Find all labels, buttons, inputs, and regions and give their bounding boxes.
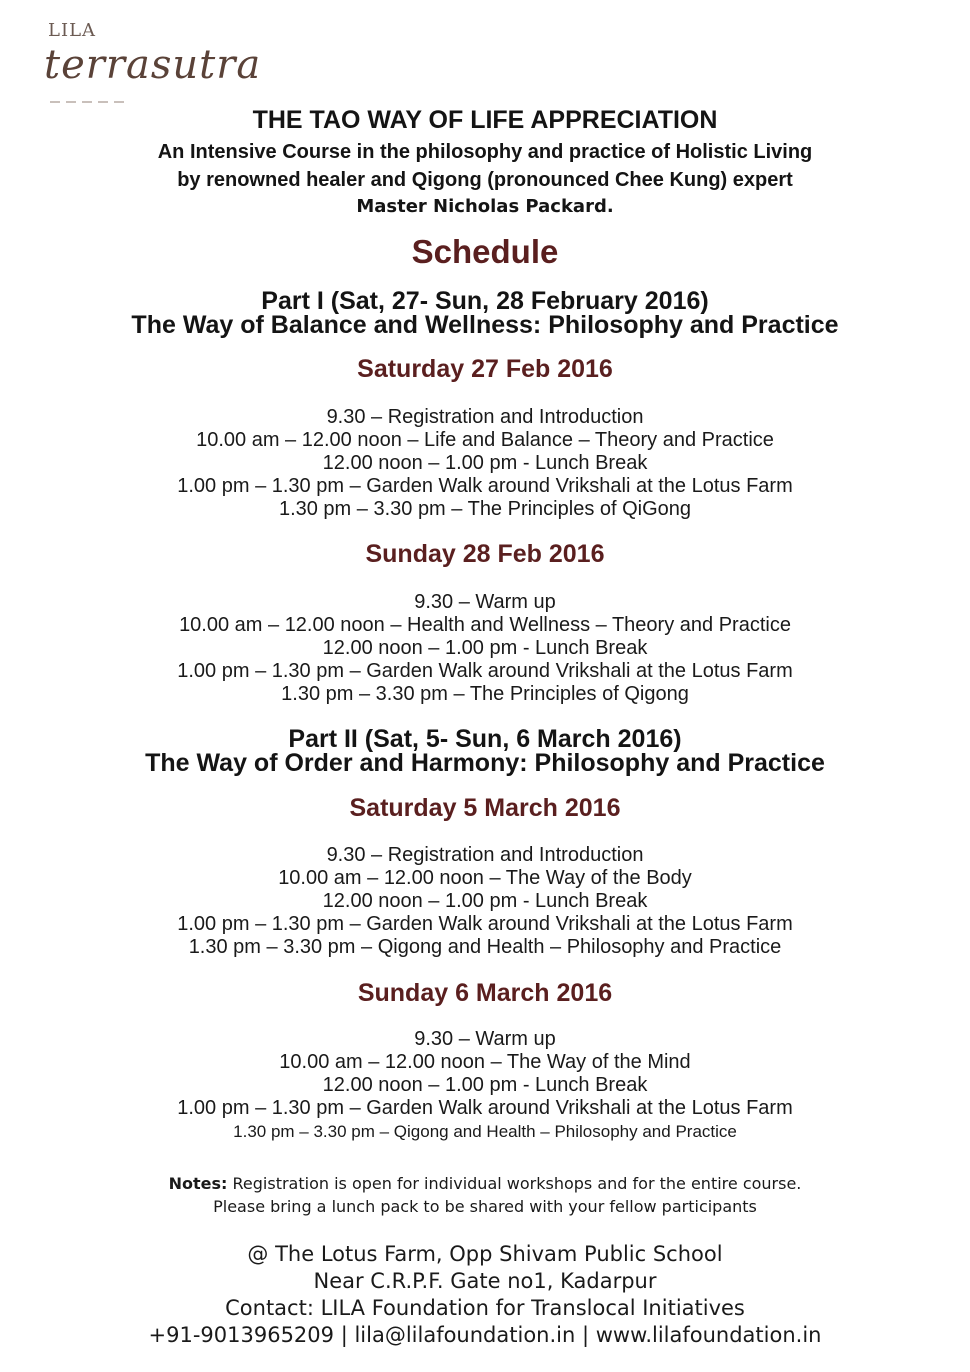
- day-heading-sun-28: Sunday 28 Feb 2016: [365, 540, 605, 568]
- schedule-list-sun-6: [0, 1028, 970, 1143]
- course-subtitle-line1: An Intensive Course in the philosophy and practice of Holistic Living: [157, 141, 813, 163]
- schedule-item: 10.00 am – 12.00 noon – Life and Balance – Theory and Practice: [196, 429, 774, 451]
- schedule-item: 1.30 pm – 3.30 pm – Qigong and Health – Philosophy and Practice: [233, 1122, 737, 1141]
- logo-terrasutra-text: terrasutra: [44, 42, 262, 88]
- notes-block: [0, 1172, 970, 1218]
- schedule-item: 12.00 noon – 1.00 pm - Lunch Break: [322, 637, 648, 659]
- day-heading-sat-5: Saturday 5 March 2016: [349, 794, 621, 822]
- schedule-item: 12.00 noon – 1.00 pm - Lunch Break: [322, 1074, 648, 1096]
- schedule-item: 1.00 pm – 1.30 pm – Garden Walk around Vrikshali at the Lotus Farm: [177, 475, 793, 497]
- schedule-item: 1.00 pm – 1.30 pm – Garden Walk around Vrikshali at the Lotus Farm: [177, 1097, 793, 1119]
- schedule-item: 1.00 pm – 1.30 pm – Garden Walk around Vrikshali at the Lotus Farm: [177, 913, 793, 935]
- schedule-list-sat-5: [0, 844, 970, 959]
- footer-contact-details: +91-9013965209 | lila@lilafoundation.in | www.lilafoundation.in: [148, 1323, 822, 1347]
- master-name: Master Nicholas Packard.: [356, 196, 614, 217]
- footer-contact-org: Contact: LILA Foundation for Translocal Initiatives: [225, 1296, 745, 1320]
- notes-line1: [0, 1172, 970, 1195]
- day-heading-sun-6: Sunday 6 March 2016: [357, 979, 613, 1007]
- footer-contact: [0, 1241, 970, 1349]
- part1-subheading: The Way of Balance and Wellness: Philosophy and Practice: [131, 311, 839, 339]
- course-title: THE TAO WAY OF LIFE APPRECIATION: [252, 106, 718, 134]
- schedule-item: 1.30 pm – 3.30 pm – Qigong and Health – Philosophy and Practice: [188, 936, 782, 958]
- schedule-list-sat-27: [0, 406, 970, 521]
- course-subtitle-line2: by renowned healer and Qigong (pronounced Chee Kung) expert: [177, 169, 793, 191]
- schedule-item: 1.30 pm – 3.30 pm – The Principles of Qigong: [281, 683, 689, 705]
- notes-label: Notes:: [168, 1174, 228, 1193]
- schedule-item: 9.30 – Warm up: [414, 1028, 556, 1050]
- schedule-item: 12.00 noon – 1.00 pm - Lunch Break: [322, 890, 648, 912]
- logo-lila-text: LILA: [48, 20, 97, 41]
- notes-text-2: Please bring a lunch pack to be shared with your fellow participants: [213, 1197, 757, 1216]
- schedule-item: 9.30 – Warm up: [414, 591, 556, 613]
- schedule-heading: Schedule: [411, 233, 559, 270]
- logo-tagline-mark: [50, 90, 180, 96]
- schedule-item: 10.00 am – 12.00 noon – The Way of the Body: [278, 867, 692, 889]
- schedule-item: 9.30 – Registration and Introduction: [326, 844, 644, 866]
- schedule-item: 10.00 am – 12.00 noon – Health and Wellness – Theory and Practice: [179, 614, 791, 636]
- day-heading-sat-27: Saturday 27 Feb 2016: [357, 355, 613, 383]
- part1-heading: Part I (Sat, 27- Sun, 28 February 2016): [261, 287, 709, 315]
- schedule-item: 10.00 am – 12.00 noon – The Way of the Mind: [279, 1051, 691, 1073]
- schedule-item: 1.00 pm – 1.30 pm – Garden Walk around Vrikshali at the Lotus Farm: [177, 660, 793, 682]
- footer-address-line2: Near C.R.P.F. Gate no1, Kadarpur: [313, 1269, 657, 1293]
- part2-heading: Part II (Sat, 5- Sun, 6 March 2016): [288, 725, 682, 753]
- schedule-item: 9.30 – Registration and Introduction: [326, 406, 644, 428]
- schedule-item: 12.00 noon – 1.00 pm - Lunch Break: [322, 452, 648, 474]
- part2-subheading: The Way of Order and Harmony: Philosophy and Practice: [145, 749, 825, 777]
- schedule-item: 1.30 pm – 3.30 pm – The Principles of QiGong: [278, 498, 692, 520]
- terrasutra-logo: [44, 18, 262, 98]
- schedule-list-sun-28: [0, 591, 970, 706]
- notes-text-1: Registration is open for individual workshops and for the entire course.: [227, 1174, 802, 1193]
- footer-address-line1: @ The Lotus Farm, Opp Shivam Public School: [247, 1242, 723, 1266]
